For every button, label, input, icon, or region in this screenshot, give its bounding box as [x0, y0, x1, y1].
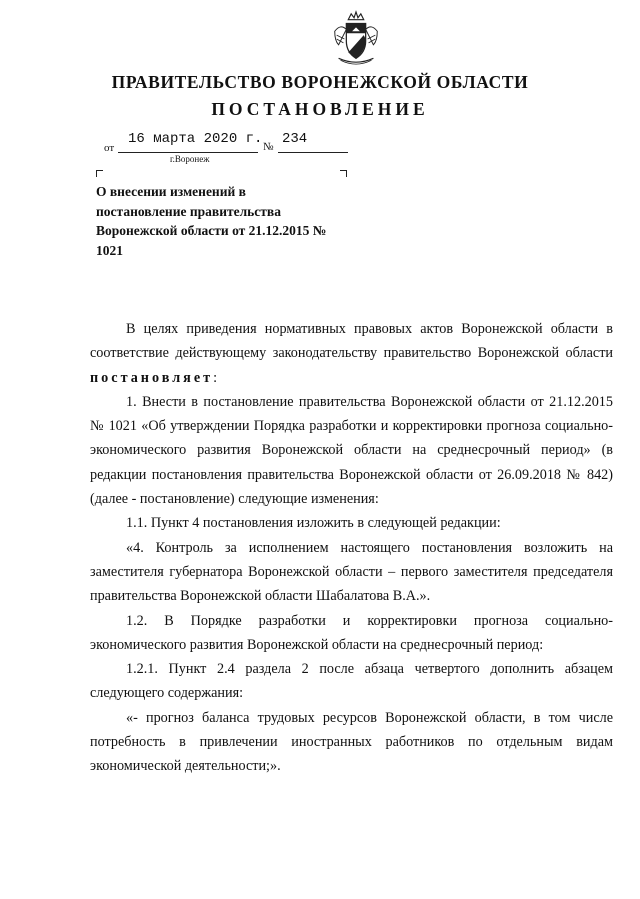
document-type: ПОСТАНОВЛЕНИЕ — [211, 99, 429, 119]
document-subject: О внесении изменений в постановление правительства Воронежской области от 21.12.2015 № 1021 — [96, 184, 327, 258]
date-underline — [118, 152, 258, 153]
item-paragraph-1-2: 1.2. В Порядке разработки и корректировки прогноза социально-экономического развития Воронежской области на среднесрочный период: — [90, 612, 613, 653]
document-body — [90, 317, 613, 779]
document-date: 16 марта 2020 г. — [128, 131, 263, 147]
number-prefix: № — [263, 141, 274, 153]
document-number: 234 — [282, 131, 308, 147]
resolves-word: постановляет — [90, 369, 214, 386]
item-paragraph-quote-4: «4. Контроль за исполнением настоящего постановления возложить на заместителя губернатора Воронежской области – первого заместителя председателя правительства Воронежской области Шабалатова В.А.». — [90, 539, 613, 605]
preamble-text: В целях приведения нормативных правовых актов Воронежской области в соответствие действующему законодательству правительство Воронежской области — [90, 321, 613, 362]
government-title: ПРАВИТЕЛЬСТВО ВОРОНЕЖСКОЙ ОБЛАСТИ — [111, 72, 529, 92]
item-paragraph-1: 1. Внести в постановление правительства Воронежской области от 21.12.2015 № 1021 «Об утверждении Порядка разработки и корректировки прогноза социально-экономического развития Воронежской области на среднесрочный период» (в редакции постановления правительства Воронежской области от 26.09.2018 № 842) (далее - постановление) следующие изменения: — [90, 393, 613, 508]
preamble-end: : — [213, 369, 218, 386]
preamble-paragraph — [90, 317, 613, 390]
bracket-right — [340, 170, 347, 177]
item-paragraph-quote-forecast: «- прогноз баланса трудовых ресурсов Воронежской области, в том числе потребность в привлечении иностранных работников по отдельным видам экономической деятельности;». — [90, 709, 613, 775]
bracket-left — [96, 170, 103, 177]
document-city: г.Воронеж — [170, 154, 210, 164]
date-prefix: от — [104, 142, 115, 154]
item-paragraph-1-2-1: 1.2.1. Пункт 2.4 раздела 2 после абзаца четвертого дополнить абзацем следующего содержания: — [90, 661, 613, 702]
coat-of-arms-icon — [327, 10, 385, 68]
item-paragraph-1-1: 1.1. Пункт 4 постановления изложить в следующей редакции: — [126, 515, 501, 532]
number-underline — [278, 152, 348, 153]
